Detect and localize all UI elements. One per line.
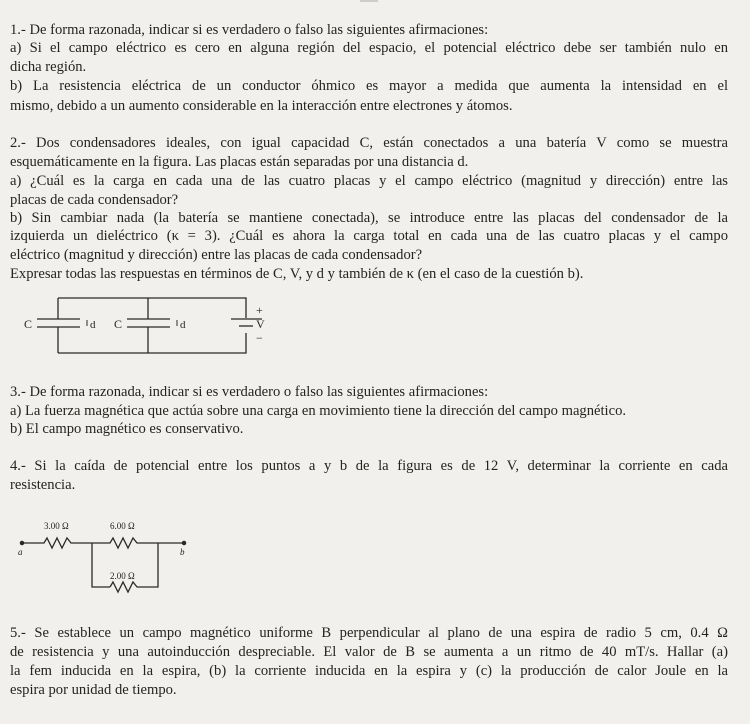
resistor-2-label: 6.00 Ω [110, 521, 135, 531]
resistor-3-label: 2.00 Ω [110, 571, 135, 581]
q2-line-2: esquemáticamente en la figura. Las placas están separadas por una distancia d. [10, 154, 469, 170]
capacitor-circuit-diagram [20, 292, 280, 360]
q1-line-3: dicha región. [10, 59, 87, 75]
battery-minus-label: − [256, 331, 263, 345]
resistor-1-label: 3.00 Ω [44, 521, 69, 531]
q3-line-1: 3.- De forma razonada, indicar si es verdadero o falso las siguientes afirmaciones: [10, 384, 489, 400]
q5-line-2: de resistencia y una autoinducción despreciable. El valor de B se aumenta a un ritmo de 40 mT/s. Hallar (a) [10, 644, 728, 660]
q2-line-3: a) ¿Cuál es la carga en cada una de las cuatro placas y el campo eléctrico (magnitud y dirección) entre las [10, 173, 728, 189]
q2-line-4: placas de cada condensador? [10, 192, 179, 208]
q5-line-1: 5.- Se establece un campo magnético uniforme B perpendicular al plano de una espira de radio 5 cm, 0.4 Ω [10, 625, 728, 641]
q2-line-5: b) Sin cambiar nada (la batería se mantiene conectada), se introduce entre las placas del condensador de la [10, 210, 728, 226]
q2-line-8: Expresar todas las respuestas en términos de C, V, y d y también de κ (en el caso de la cuestión b). [10, 266, 584, 282]
q4-line-2: resistencia. [10, 477, 76, 493]
q2-line-7: eléctrico (magnitud y dirección) entre las placas de cada condensador? [10, 247, 423, 263]
q4-line-1: 4.- Si la caída de potencial entre los puntos a y b de la figura es de 12 V, determinar la corriente en cada [10, 458, 728, 474]
point-b-label: b [180, 547, 185, 557]
point-a-label: a [18, 547, 23, 557]
q3-line-3: b) El campo magnético es conservativo. [10, 421, 244, 437]
q1-line-5: mismo, debido a un aumento considerable en la interacción entre electrones y átomos. [10, 98, 513, 114]
q3-line-2: a) La fuerza magnética que actúa sobre una carga en movimiento tiene la dirección del campo magnético. [10, 403, 627, 419]
q1-line-1: 1.- De forma razonada, indicar si es verdadero o falso las siguientes afirmaciones: [10, 22, 489, 38]
battery-plus-label: + [256, 303, 263, 317]
q2-line-6: izquierda un dieléctrico (κ = 3). ¿Cuál es ahora la carga total en cada una de las cuatro placas y el campo [10, 228, 728, 244]
q1-line-2: a) Si el campo eléctrico es cero en alguna región del espacio, el potencial eléctrico debe ser también nulo en [10, 40, 728, 56]
battery-voltage-label: V [256, 317, 265, 331]
resistor-circuit-diagram [12, 515, 202, 607]
cap2-label: C [114, 317, 123, 331]
q5-line-4: espira por unidad de tiempo. [10, 682, 177, 698]
cap1-gap-label: d [90, 319, 96, 331]
paper-mark [360, 0, 378, 2]
cap1-label: C [24, 317, 33, 331]
q2-line-1: 2.- Dos condensadores ideales, con igual capacidad C, están conectados a una batería V como se muestra [10, 135, 728, 151]
q1-line-4: b) La resistencia eléctrica de un conductor óhmico es mayor a medida que aumenta la intensidad en el [10, 78, 728, 94]
cap2-gap-label: d [180, 319, 186, 331]
q5-line-3: la fem inducida en la espira, (b) la corriente inducida en la espira y (c) la producción de calor Joule en la [10, 663, 728, 679]
